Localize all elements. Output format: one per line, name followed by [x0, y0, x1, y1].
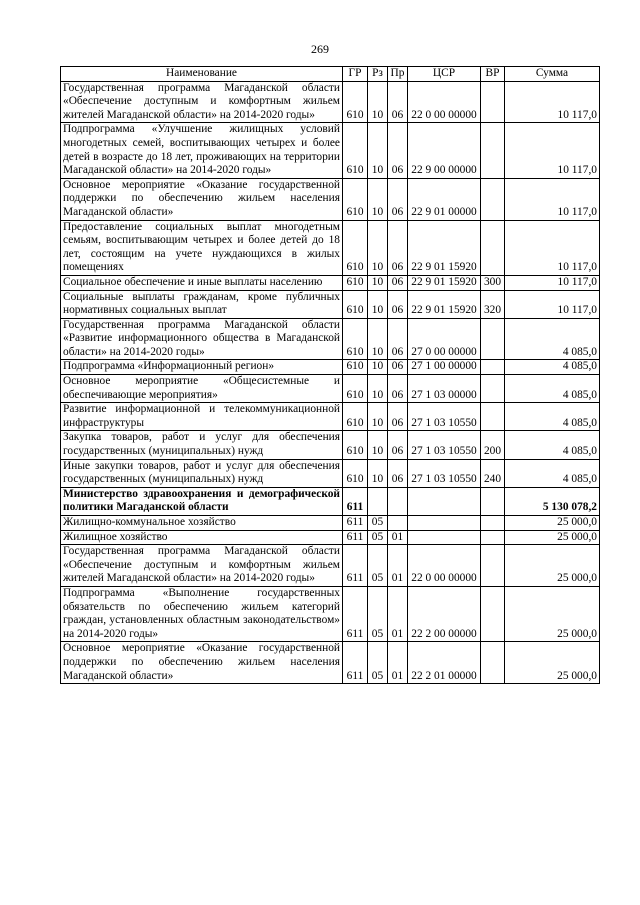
cell-gr: 610: [343, 403, 368, 431]
table-row: [61, 545, 600, 587]
cell-csr: 27 1 03 10550: [408, 431, 481, 459]
cell-sum: 25 000,0: [505, 586, 600, 641]
cell-pr: 01: [388, 642, 408, 684]
cell-csr: 22 2 01 00000: [408, 642, 481, 684]
cell-vr: [481, 487, 505, 515]
cell-pr: 01: [388, 545, 408, 587]
cell-sum: 4 085,0: [505, 318, 600, 360]
cell-pr: 06: [388, 431, 408, 459]
table-row: [61, 178, 600, 220]
cell-vr: [481, 530, 505, 545]
table-row: [61, 360, 600, 375]
cell-csr: 22 9 01 15920: [408, 220, 481, 275]
cell-pr: 06: [388, 459, 408, 487]
cell-pr: 06: [388, 318, 408, 360]
cell-sum: 25 000,0: [505, 516, 600, 531]
cell-sum: 25 000,0: [505, 642, 600, 684]
table-row: [61, 431, 600, 459]
table-row: [61, 403, 600, 431]
cell-vr: 200: [481, 431, 505, 459]
cell-sum: 10 117,0: [505, 275, 600, 290]
cell-pr: 06: [388, 220, 408, 275]
header-csr: ЦСР: [408, 67, 481, 82]
table-row: [61, 290, 600, 318]
table-body: [61, 81, 600, 684]
table-row: [61, 642, 600, 684]
cell-gr: 610: [343, 290, 368, 318]
cell-sum: 10 117,0: [505, 220, 600, 275]
cell-rz: 10: [368, 123, 388, 178]
table-row: [61, 318, 600, 360]
cell-csr: 27 1 03 10550: [408, 403, 481, 431]
table-row: [61, 375, 600, 403]
cell-vr: [481, 375, 505, 403]
cell-csr: [408, 487, 481, 515]
cell-gr: 611: [343, 545, 368, 587]
table-row: [61, 81, 600, 123]
table-row: [61, 586, 600, 641]
cell-vr: 240: [481, 459, 505, 487]
cell-pr: 01: [388, 586, 408, 641]
cell-gr: 611: [343, 487, 368, 515]
header-name: Наименование: [61, 67, 343, 82]
cell-vr: 300: [481, 275, 505, 290]
cell-gr: 611: [343, 516, 368, 531]
cell-gr: 610: [343, 431, 368, 459]
cell-rz: 05: [368, 516, 388, 531]
cell-csr: 22 9 00 00000: [408, 123, 481, 178]
table-row: [61, 530, 600, 545]
cell-vr: 320: [481, 290, 505, 318]
cell-rz: 05: [368, 586, 388, 641]
cell-csr: 22 9 01 15920: [408, 275, 481, 290]
header-pr: Пр: [388, 67, 408, 82]
cell-pr: 06: [388, 81, 408, 123]
cell-rz: 10: [368, 375, 388, 403]
cell-csr: 22 0 00 00000: [408, 81, 481, 123]
cell-sum: 10 117,0: [505, 290, 600, 318]
table-row: [61, 275, 600, 290]
cell-vr: [481, 318, 505, 360]
cell-rz: 10: [368, 360, 388, 375]
cell-csr: [408, 516, 481, 531]
cell-name: Социальное обеспечение и иные выплаты населению: [61, 275, 343, 290]
cell-pr: 06: [388, 123, 408, 178]
table-row: [61, 459, 600, 487]
cell-rz: 10: [368, 403, 388, 431]
cell-csr: [408, 530, 481, 545]
cell-pr: 06: [388, 360, 408, 375]
cell-csr: 22 9 01 15920: [408, 290, 481, 318]
cell-sum: 10 117,0: [505, 123, 600, 178]
cell-gr: 610: [343, 178, 368, 220]
cell-vr: [481, 220, 505, 275]
cell-sum: 4 085,0: [505, 403, 600, 431]
table-row: [61, 516, 600, 531]
cell-pr: 06: [388, 375, 408, 403]
cell-name: Министерство здравоохранения и демографической политики Магаданской области: [61, 487, 343, 515]
cell-name: Жилищно-коммунальное хозяйство: [61, 516, 343, 531]
cell-csr: 27 0 00 00000: [408, 318, 481, 360]
cell-vr: [481, 403, 505, 431]
cell-sum: 25 000,0: [505, 530, 600, 545]
cell-rz: 10: [368, 431, 388, 459]
cell-rz: 10: [368, 178, 388, 220]
cell-gr: 611: [343, 530, 368, 545]
table-row: [61, 487, 600, 515]
cell-name: Основное мероприятие «Оказание государственной поддержки по обеспечению жильем населения Магаданской области»: [61, 642, 343, 684]
cell-csr: 22 2 00 00000: [408, 586, 481, 641]
cell-sum: 4 085,0: [505, 375, 600, 403]
cell-gr: 610: [343, 220, 368, 275]
cell-pr: 06: [388, 290, 408, 318]
cell-gr: 611: [343, 642, 368, 684]
cell-gr: 611: [343, 586, 368, 641]
cell-name: Социальные выплаты гражданам, кроме публичных нормативных социальных выплат: [61, 290, 343, 318]
cell-vr: [481, 545, 505, 587]
cell-name: Государственная программа Магаданской области «Обеспечение доступным и комфортным жильем жителей Магаданской области» на 2014-2020 годы»: [61, 81, 343, 123]
cell-sum: 10 117,0: [505, 178, 600, 220]
header-gr: ГР: [343, 67, 368, 82]
cell-pr: 01: [388, 530, 408, 545]
cell-csr: 27 1 00 00000: [408, 360, 481, 375]
cell-vr: [481, 360, 505, 375]
cell-pr: 06: [388, 403, 408, 431]
cell-name: Государственная программа Магаданской области «Развитие информационного общества в Магаданской области» на 2014-2020 годы»: [61, 318, 343, 360]
cell-pr: 06: [388, 275, 408, 290]
table-row: [61, 123, 600, 178]
cell-rz: 05: [368, 530, 388, 545]
cell-gr: 610: [343, 123, 368, 178]
cell-vr: [481, 178, 505, 220]
cell-rz: 10: [368, 81, 388, 123]
cell-name: Основное мероприятие «Оказание государственной поддержки по обеспечению жильем населения Магаданской области»: [61, 178, 343, 220]
cell-name: Подпрограмма «Улучшение жилищных условий многодетных семей, воспитывающих четырех и более детей в возрасте до 18 лет, проживающих на территории Магаданской области» на 2014-2020 годы»: [61, 123, 343, 178]
cell-gr: 610: [343, 375, 368, 403]
cell-name: Развитие информационной и телекоммуникационной инфраструктуры: [61, 403, 343, 431]
cell-name: Основное мероприятие «Общесистемные и обеспечивающие мероприятия»: [61, 375, 343, 403]
cell-gr: 610: [343, 275, 368, 290]
cell-sum: 4 085,0: [505, 360, 600, 375]
cell-gr: 610: [343, 318, 368, 360]
cell-gr: 610: [343, 459, 368, 487]
cell-vr: [481, 81, 505, 123]
cell-rz: 10: [368, 220, 388, 275]
cell-pr: [388, 487, 408, 515]
cell-rz: 10: [368, 459, 388, 487]
cell-vr: [481, 123, 505, 178]
cell-pr: [388, 516, 408, 531]
table-header-row: [61, 67, 600, 82]
header-vr: ВР: [481, 67, 505, 82]
header-sum: Сумма: [505, 67, 600, 82]
cell-name: Закупка товаров, работ и услуг для обеспечения государственных (муниципальных) нужд: [61, 431, 343, 459]
cell-sum: 10 117,0: [505, 81, 600, 123]
header-rz: Рз: [368, 67, 388, 82]
cell-name: Подпрограмма «Выполнение государственных обязательств по обеспечению жильем категорий граждан, установленных областным законодательством» на 2014-2020 годы»: [61, 586, 343, 641]
page-number: 269: [311, 42, 329, 56]
cell-sum: 25 000,0: [505, 545, 600, 587]
cell-vr: [481, 586, 505, 641]
cell-name: Подпрограмма «Информационный регион»: [61, 360, 343, 375]
cell-rz: 10: [368, 290, 388, 318]
cell-rz: 10: [368, 275, 388, 290]
cell-rz: 05: [368, 642, 388, 684]
cell-rz: 05: [368, 545, 388, 587]
cell-name: Иные закупки товаров, работ и услуг для обеспечения государственных (муниципальных) нужд: [61, 459, 343, 487]
cell-gr: 610: [343, 360, 368, 375]
cell-csr: 27 1 03 10550: [408, 459, 481, 487]
cell-rz: [368, 487, 388, 515]
cell-vr: [481, 516, 505, 531]
budget-table: [60, 66, 600, 684]
cell-pr: 06: [388, 178, 408, 220]
cell-sum: 5 130 078,2: [505, 487, 600, 515]
cell-csr: 22 0 00 00000: [408, 545, 481, 587]
cell-gr: 610: [343, 81, 368, 123]
cell-vr: [481, 642, 505, 684]
cell-csr: 27 1 03 00000: [408, 375, 481, 403]
cell-name: Предоставление социальных выплат многодетным семьям, воспитывающим четырех и более детей до 18 лет, состоящим на учете нуждающихся в жилых помещениях: [61, 220, 343, 275]
cell-sum: 4 085,0: [505, 459, 600, 487]
cell-name: Государственная программа Магаданской области «Обеспечение доступным и комфортным жильем жителей Магаданской области» на 2014-2020 годы»: [61, 545, 343, 587]
cell-csr: 22 9 01 00000: [408, 178, 481, 220]
cell-rz: 10: [368, 318, 388, 360]
cell-sum: 4 085,0: [505, 431, 600, 459]
table-row: [61, 220, 600, 275]
cell-name: Жилищное хозяйство: [61, 530, 343, 545]
